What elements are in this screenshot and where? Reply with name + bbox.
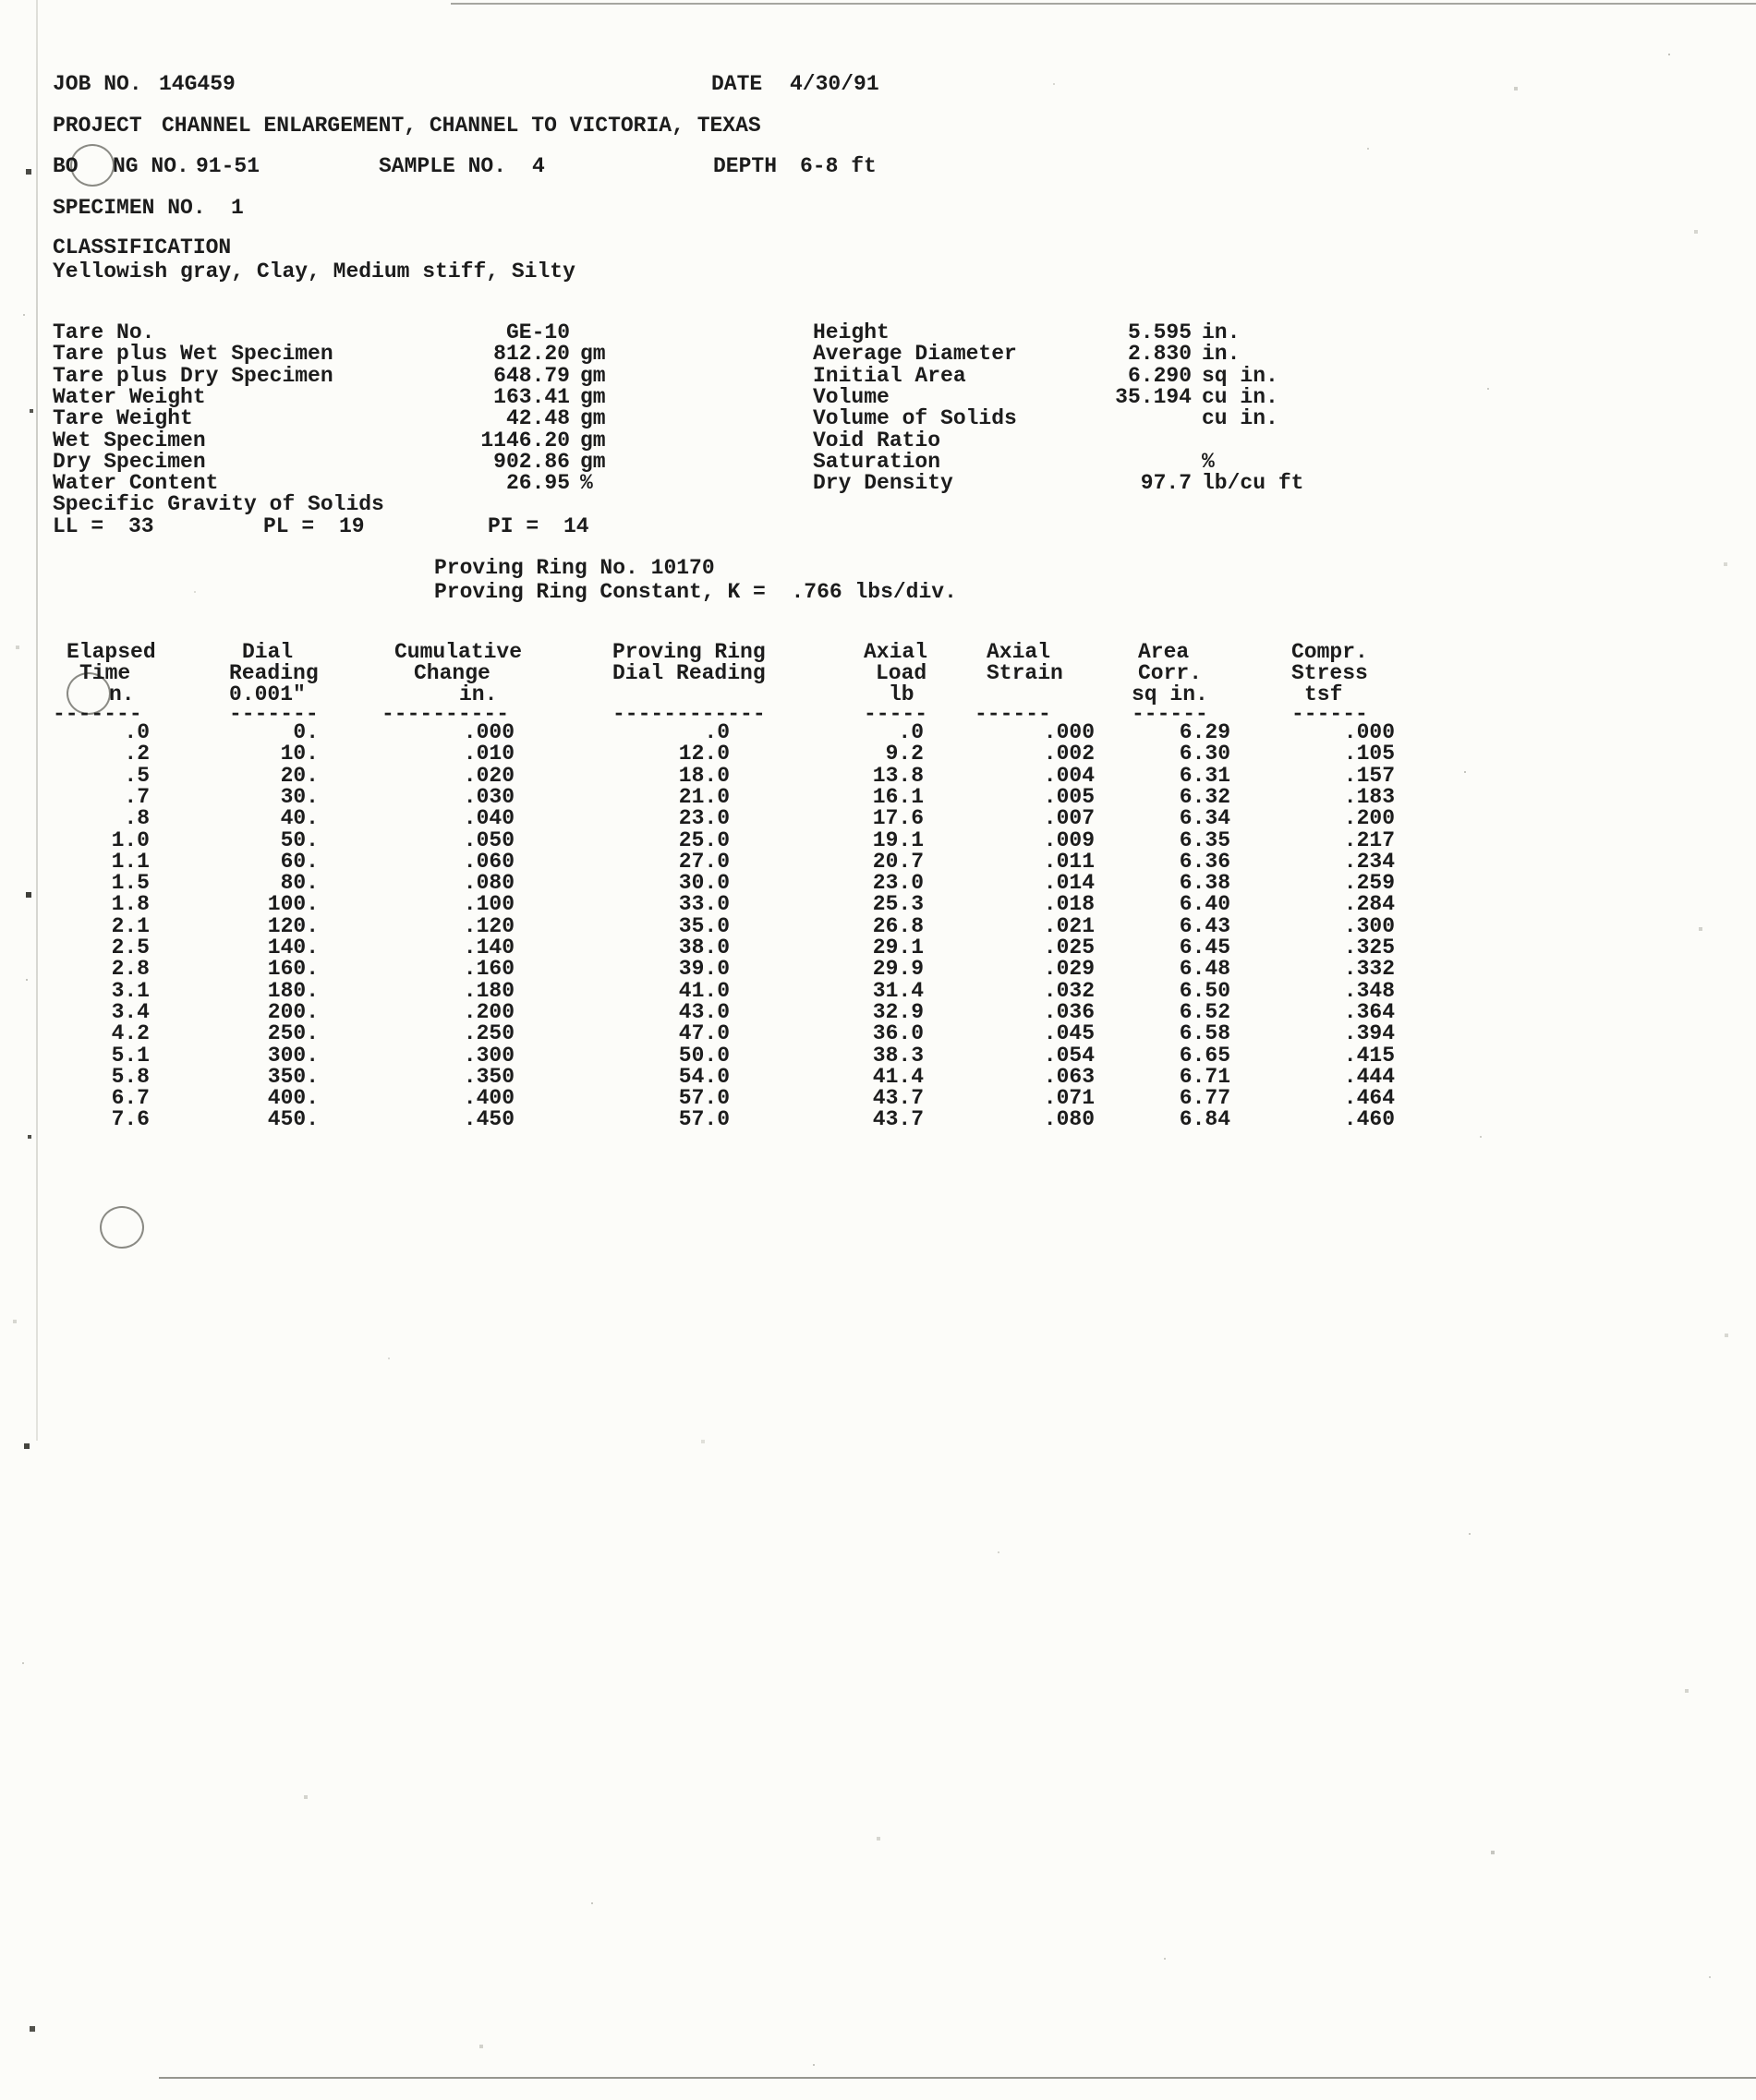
spec-unit: sq in. xyxy=(1202,363,1278,388)
proving-ring-no: Proving Ring No. 10170 xyxy=(434,556,715,580)
cell-axial-load: 16.1 xyxy=(872,784,924,809)
readings-row xyxy=(0,979,1756,1003)
cell-dial-reading: 80. xyxy=(280,871,319,896)
cell-dial-reading: 100. xyxy=(267,892,319,917)
cell-elapsed-time: .7 xyxy=(124,784,150,809)
col-axial-load-h1: Axial xyxy=(864,640,928,664)
cell-compr-stress: .444 xyxy=(1343,1064,1395,1089)
cell-proving-ring-dial: 57.0 xyxy=(678,1086,730,1111)
cell-dial-reading: 120. xyxy=(267,913,319,938)
cell-proving-ring-dial: .0 xyxy=(704,720,730,744)
cell-proving-ring-dial: 23.0 xyxy=(678,806,730,831)
spec-unit: in. xyxy=(1202,320,1241,344)
col-cumulative-h1: Cumulative xyxy=(394,640,523,664)
col-compr-stress-h3: tsf xyxy=(1304,682,1343,706)
spec-value: 5.595 xyxy=(1127,320,1192,344)
cell-cumulative-change: .010 xyxy=(463,742,515,766)
spec-row xyxy=(0,342,1756,366)
cell-elapsed-time: 1.5 xyxy=(111,871,150,896)
cell-axial-strain: .007 xyxy=(1043,806,1095,831)
cell-compr-stress: .234 xyxy=(1343,849,1395,874)
cell-area-corr: 6.58 xyxy=(1179,1021,1230,1046)
cell-compr-stress: .000 xyxy=(1343,720,1395,744)
cell-dial-reading: 300. xyxy=(267,1043,319,1068)
cell-elapsed-time: 3.1 xyxy=(111,978,150,1003)
classification-value: Yellowish gray, Clay, Medium stiff, Silty xyxy=(53,259,575,284)
cell-area-corr: 6.50 xyxy=(1179,978,1230,1003)
readings-row xyxy=(0,957,1756,981)
col-cumulative-rule: ---------- xyxy=(381,702,510,726)
cell-compr-stress: .157 xyxy=(1343,763,1395,788)
spec-label: Water Weight xyxy=(53,384,206,409)
cell-axial-load: 23.0 xyxy=(872,871,924,896)
col-compr-stress-rule: ------ xyxy=(1291,702,1368,726)
col-dial-reading-h3: 0.001" xyxy=(229,682,306,706)
spec-value: 2.830 xyxy=(1127,342,1192,367)
spec-label: Height xyxy=(813,320,890,344)
job-no-value: 14G459 xyxy=(159,72,236,96)
cell-compr-stress: .332 xyxy=(1343,957,1395,982)
depth-label: DEPTH xyxy=(713,154,778,178)
cell-compr-stress: .300 xyxy=(1343,913,1395,938)
cell-dial-reading: 200. xyxy=(267,999,319,1024)
boring-value: 91-51 xyxy=(196,154,260,178)
col-elapsed-time-rule: ------- xyxy=(53,702,142,726)
readings-row xyxy=(0,1021,1756,1045)
cell-axial-strain: .021 xyxy=(1043,913,1095,938)
cell-compr-stress: .460 xyxy=(1343,1107,1395,1132)
cell-proving-ring-dial: 33.0 xyxy=(678,892,730,917)
cell-elapsed-time: 2.8 xyxy=(111,957,150,982)
cell-area-corr: 6.31 xyxy=(1179,763,1230,788)
ll-label: LL = xyxy=(53,514,104,538)
cell-axial-load: 43.7 xyxy=(872,1107,924,1132)
specific-gravity-line xyxy=(0,492,1756,516)
cell-proving-ring-dial: 50.0 xyxy=(678,1043,730,1068)
spec-unit: gm xyxy=(580,342,606,367)
cell-axial-strain: .009 xyxy=(1043,827,1095,852)
spec-row xyxy=(0,428,1756,453)
cell-dial-reading: 140. xyxy=(267,935,319,959)
spec-value: 902.86 xyxy=(493,449,570,474)
cell-dial-reading: 350. xyxy=(267,1064,319,1089)
readings-row xyxy=(0,1107,1756,1131)
spec-value: 163.41 xyxy=(493,384,570,409)
cell-cumulative-change: .400 xyxy=(463,1086,515,1111)
sample-label: SAMPLE NO. xyxy=(379,154,507,178)
cell-cumulative-change: .300 xyxy=(463,1043,515,1068)
cell-axial-strain: .071 xyxy=(1043,1086,1095,1111)
spec-unit: gm xyxy=(580,428,606,453)
col-compr-stress-h2: Stress xyxy=(1291,661,1368,685)
cell-area-corr: 6.34 xyxy=(1179,806,1230,831)
col-dial-reading-rule: ------- xyxy=(229,702,319,726)
cell-compr-stress: .217 xyxy=(1343,827,1395,852)
spec-label: Tare Weight xyxy=(53,406,193,431)
cell-axial-strain: .063 xyxy=(1043,1064,1095,1089)
cell-elapsed-time: 6.7 xyxy=(111,1086,150,1111)
boring-label-suffix: NG NO. xyxy=(113,154,189,178)
cell-area-corr: 6.77 xyxy=(1179,1086,1230,1111)
col-axial-strain-h1: Axial xyxy=(987,640,1051,664)
spec-unit: lb/cu ft xyxy=(1202,471,1304,496)
cell-cumulative-change: .350 xyxy=(463,1064,515,1089)
readings-row xyxy=(0,764,1756,788)
cell-area-corr: 6.40 xyxy=(1179,892,1230,917)
cell-axial-load: 17.6 xyxy=(872,806,924,831)
cell-proving-ring-dial: 54.0 xyxy=(678,1064,730,1089)
specimen-label: SPECIMEN NO. xyxy=(53,196,206,220)
readings-row xyxy=(0,742,1756,766)
cell-compr-stress: .183 xyxy=(1343,784,1395,809)
proving-ring-constant: Proving Ring Constant, K = .766 lbs/div. xyxy=(434,580,957,604)
cell-cumulative-change: .060 xyxy=(463,849,515,874)
cell-dial-reading: 60. xyxy=(280,849,319,874)
readings-row xyxy=(0,892,1756,916)
spec-value: 6.290 xyxy=(1127,363,1192,388)
cell-compr-stress: .364 xyxy=(1343,999,1395,1024)
cell-cumulative-change: .030 xyxy=(463,784,515,809)
cell-proving-ring-dial: 43.0 xyxy=(678,999,730,1024)
cell-proving-ring-dial: 30.0 xyxy=(678,871,730,896)
pi-label: PI = xyxy=(488,514,539,538)
col-dial-reading-h1: Dial xyxy=(242,640,294,664)
pl-label: PL = xyxy=(263,514,315,538)
spec-unit: cu in. xyxy=(1202,406,1278,431)
cell-proving-ring-dial: 18.0 xyxy=(678,763,730,788)
cell-area-corr: 6.36 xyxy=(1179,849,1230,874)
spec-value: 1146.20 xyxy=(480,428,570,453)
cell-axial-load: 13.8 xyxy=(872,763,924,788)
cell-axial-load: 32.9 xyxy=(872,999,924,1024)
cell-axial-strain: .036 xyxy=(1043,999,1095,1024)
scan-line-bottom xyxy=(159,2077,1756,2079)
cell-axial-load: 36.0 xyxy=(872,1021,924,1046)
cell-cumulative-change: .080 xyxy=(463,871,515,896)
date-value: 4/30/91 xyxy=(790,72,879,96)
spec-unit: % xyxy=(1202,449,1215,474)
readings-row xyxy=(0,1065,1756,1089)
cell-cumulative-change: .200 xyxy=(463,999,515,1024)
cell-axial-load: 20.7 xyxy=(872,849,924,874)
cell-axial-strain: .045 xyxy=(1043,1021,1095,1046)
cell-axial-strain: .004 xyxy=(1043,763,1095,788)
cell-axial-strain: .032 xyxy=(1043,978,1095,1003)
cell-area-corr: 6.38 xyxy=(1179,871,1230,896)
cell-dial-reading: 10. xyxy=(280,742,319,766)
spec-value: 97.7 xyxy=(1140,471,1192,496)
spec-label: Tare No. xyxy=(53,320,155,344)
col-axial-load-h3: lb xyxy=(889,682,914,706)
cell-compr-stress: .284 xyxy=(1343,892,1395,917)
cell-area-corr: 6.71 xyxy=(1179,1064,1230,1089)
cell-axial-load: 26.8 xyxy=(872,913,924,938)
atterberg-line xyxy=(0,514,1756,538)
cell-axial-load: 29.1 xyxy=(872,935,924,959)
spec-unit: cu in. xyxy=(1202,384,1278,409)
cell-axial-strain: .018 xyxy=(1043,892,1095,917)
spec-label: Volume xyxy=(813,384,890,409)
cell-cumulative-change: .020 xyxy=(463,763,515,788)
cell-axial-strain: .029 xyxy=(1043,957,1095,982)
cell-area-corr: 6.29 xyxy=(1179,720,1230,744)
spec-value: 26.95 xyxy=(505,471,570,496)
date-label: DATE xyxy=(711,72,763,96)
col-area-corr-h3: sq in. xyxy=(1132,682,1208,706)
cell-elapsed-time: 3.4 xyxy=(111,999,150,1024)
spec-label: Tare plus Dry Specimen xyxy=(53,363,333,388)
col-axial-strain-h2: Strain xyxy=(987,661,1063,685)
ll-value: 33 xyxy=(128,514,154,538)
cell-axial-load: 31.4 xyxy=(872,978,924,1003)
col-cumulative-h2: Change xyxy=(414,661,490,685)
readings-row xyxy=(0,914,1756,938)
cell-cumulative-change: .140 xyxy=(463,935,515,959)
cell-axial-load: 29.9 xyxy=(872,957,924,982)
cell-elapsed-time: .2 xyxy=(124,742,150,766)
cell-dial-reading: 50. xyxy=(280,827,319,852)
cell-area-corr: 6.43 xyxy=(1179,913,1230,938)
cell-axial-strain: .025 xyxy=(1043,935,1095,959)
spec-row xyxy=(0,385,1756,409)
readings-row xyxy=(0,935,1756,959)
readings-row xyxy=(0,1044,1756,1068)
col-compr-stress-h1: Compr. xyxy=(1291,640,1368,664)
cell-area-corr: 6.48 xyxy=(1179,957,1230,982)
cell-proving-ring-dial: 12.0 xyxy=(678,742,730,766)
spec-unit: in. xyxy=(1202,342,1241,367)
col-dial-reading-h2: Reading xyxy=(229,661,319,685)
specimen-value: 1 xyxy=(231,196,244,220)
cell-proving-ring-dial: 39.0 xyxy=(678,957,730,982)
cell-elapsed-time: 1.8 xyxy=(111,892,150,917)
cell-elapsed-time: 4.2 xyxy=(111,1021,150,1046)
spec-label: Void Ratio xyxy=(813,428,941,453)
cell-axial-load: 38.3 xyxy=(872,1043,924,1068)
cell-elapsed-time: .5 xyxy=(124,763,150,788)
spec-label: Initial Area xyxy=(813,363,966,388)
cell-dial-reading: 20. xyxy=(280,763,319,788)
cell-cumulative-change: .040 xyxy=(463,806,515,831)
cell-dial-reading: 250. xyxy=(267,1021,319,1046)
cell-elapsed-time: 5.8 xyxy=(111,1064,150,1089)
pl-value: 19 xyxy=(339,514,365,538)
cell-axial-strain: .005 xyxy=(1043,784,1095,809)
cell-axial-load: 41.4 xyxy=(872,1064,924,1089)
spec-label: Dry Specimen xyxy=(53,449,206,474)
cell-elapsed-time: 5.1 xyxy=(111,1043,150,1068)
readings-row xyxy=(0,720,1756,744)
cell-elapsed-time: .0 xyxy=(124,720,150,744)
cell-axial-strain: .000 xyxy=(1043,720,1095,744)
spec-label: Water Content xyxy=(53,471,219,496)
cell-dial-reading: 400. xyxy=(267,1086,319,1111)
cell-dial-reading: 30. xyxy=(280,784,319,809)
cell-elapsed-time: 1.0 xyxy=(111,827,150,852)
readings-row xyxy=(0,871,1756,895)
col-area-corr-h2: Corr. xyxy=(1138,661,1203,685)
col-proving-ring-h1: Proving Ring xyxy=(612,640,766,664)
cell-cumulative-change: .100 xyxy=(463,892,515,917)
col-axial-load-rule: ----- xyxy=(864,702,928,726)
spec-value: 648.79 xyxy=(493,363,570,388)
cell-compr-stress: .105 xyxy=(1343,742,1395,766)
cell-proving-ring-dial: 21.0 xyxy=(678,784,730,809)
spec-row xyxy=(0,364,1756,388)
spec-unit: gm xyxy=(580,406,606,431)
cell-compr-stress: .325 xyxy=(1343,935,1395,959)
spec-label: Tare plus Wet Specimen xyxy=(53,342,333,367)
cell-axial-strain: .002 xyxy=(1043,742,1095,766)
cell-elapsed-time: .8 xyxy=(124,806,150,831)
cell-axial-load: 9.2 xyxy=(885,742,924,766)
cell-cumulative-change: .120 xyxy=(463,913,515,938)
cell-proving-ring-dial: 27.0 xyxy=(678,849,730,874)
readings-row xyxy=(0,785,1756,809)
cell-elapsed-time: 2.5 xyxy=(111,935,150,959)
spec-value: 812.20 xyxy=(493,342,570,367)
readings-row xyxy=(0,828,1756,852)
spec-label: Volume of Solids xyxy=(813,406,1017,431)
col-elapsed-time-h1: Elapsed xyxy=(67,640,156,664)
cell-compr-stress: .394 xyxy=(1343,1021,1395,1046)
col-proving-ring-rule: ------------ xyxy=(612,702,766,726)
spec-row xyxy=(0,450,1756,474)
readings-row xyxy=(0,1086,1756,1110)
spec-value: 42.48 xyxy=(505,406,570,431)
col-axial-load-h2: Load xyxy=(876,661,927,685)
cell-compr-stress: .200 xyxy=(1343,806,1395,831)
pi-value: 14 xyxy=(563,514,589,538)
cell-compr-stress: .348 xyxy=(1343,978,1395,1003)
cell-proving-ring-dial: 47.0 xyxy=(678,1021,730,1046)
sample-value: 4 xyxy=(532,154,545,178)
cell-dial-reading: 0. xyxy=(293,720,319,744)
spec-label: Average Diameter xyxy=(813,342,1017,367)
cell-proving-ring-dial: 35.0 xyxy=(678,913,730,938)
cell-axial-strain: .014 xyxy=(1043,871,1095,896)
cell-compr-stress: .464 xyxy=(1343,1086,1395,1111)
col-elapsed-time-h2: Time xyxy=(79,661,131,685)
spec-row xyxy=(0,320,1756,344)
cell-cumulative-change: .050 xyxy=(463,827,515,852)
col-area-corr-h1: Area xyxy=(1138,640,1190,664)
job-no-label: JOB NO. xyxy=(53,72,142,96)
cell-cumulative-change: .250 xyxy=(463,1021,515,1046)
scan-line-top xyxy=(451,3,1756,5)
depth-value: 6-8 ft xyxy=(800,154,877,178)
spec-label: Saturation xyxy=(813,449,941,474)
classification-label: CLASSIFICATION xyxy=(53,235,232,259)
cell-area-corr: 6.52 xyxy=(1179,999,1230,1024)
cell-area-corr: 6.30 xyxy=(1179,742,1230,766)
cell-dial-reading: 450. xyxy=(267,1107,319,1132)
cell-axial-strain: .080 xyxy=(1043,1107,1095,1132)
cell-compr-stress: .259 xyxy=(1343,871,1395,896)
cell-elapsed-time: 1.1 xyxy=(111,849,150,874)
boring-label-prefix: BO xyxy=(53,154,79,178)
readings-row xyxy=(0,850,1756,874)
cell-elapsed-time: 2.1 xyxy=(111,913,150,938)
spec-unit: gm xyxy=(580,449,606,474)
spec-value: 35.194 xyxy=(1115,384,1192,409)
cell-cumulative-change: .450 xyxy=(463,1107,515,1132)
col-proving-ring-h2: Dial Reading xyxy=(612,661,766,685)
cell-dial-reading: 40. xyxy=(280,806,319,831)
cell-axial-load: .0 xyxy=(898,720,924,744)
spec-unit: gm xyxy=(580,363,606,388)
spec-row xyxy=(0,406,1756,430)
cell-proving-ring-dial: 57.0 xyxy=(678,1107,730,1132)
readings-row xyxy=(0,806,1756,830)
cell-axial-load: 19.1 xyxy=(872,827,924,852)
cell-dial-reading: 180. xyxy=(267,978,319,1003)
project-value: CHANNEL ENLARGEMENT, CHANNEL TO VICTORIA, TEXAS xyxy=(162,114,761,138)
cell-area-corr: 6.35 xyxy=(1179,827,1230,852)
spec-label: Wet Specimen xyxy=(53,428,206,453)
spec-label: Dry Density xyxy=(813,471,953,496)
spec-unit: % xyxy=(580,471,593,496)
col-axial-strain-rule: ------ xyxy=(975,702,1051,726)
cell-axial-load: 25.3 xyxy=(872,892,924,917)
cell-axial-strain: .011 xyxy=(1043,849,1095,874)
specific-gravity-label: Specific Gravity of Solids xyxy=(53,492,384,516)
cell-elapsed-time: 7.6 xyxy=(111,1107,150,1132)
cell-proving-ring-dial: 25.0 xyxy=(678,827,730,852)
spec-value: GE-10 xyxy=(505,320,570,344)
spec-unit: gm xyxy=(580,384,606,409)
margin-marks xyxy=(0,0,2,2)
project-label: PROJECT xyxy=(53,114,142,138)
hole-punch-bottom xyxy=(100,1206,144,1249)
cell-cumulative-change: .160 xyxy=(463,957,515,982)
cell-cumulative-change: .180 xyxy=(463,978,515,1003)
cell-area-corr: 6.32 xyxy=(1179,784,1230,809)
col-cumulative-h3: in. xyxy=(459,682,498,706)
readings-row xyxy=(0,1000,1756,1024)
cell-cumulative-change: .000 xyxy=(463,720,515,744)
col-area-corr-rule: ------ xyxy=(1132,702,1208,726)
cell-axial-load: 43.7 xyxy=(872,1086,924,1111)
cell-proving-ring-dial: 41.0 xyxy=(678,978,730,1003)
cell-area-corr: 6.65 xyxy=(1179,1043,1230,1068)
cell-area-corr: 6.84 xyxy=(1179,1107,1230,1132)
cell-axial-strain: .054 xyxy=(1043,1043,1095,1068)
col-elapsed-time-h3: n. xyxy=(109,682,135,706)
cell-compr-stress: .415 xyxy=(1343,1043,1395,1068)
cell-area-corr: 6.45 xyxy=(1179,935,1230,959)
cell-dial-reading: 160. xyxy=(267,957,319,982)
cell-proving-ring-dial: 38.0 xyxy=(678,935,730,959)
